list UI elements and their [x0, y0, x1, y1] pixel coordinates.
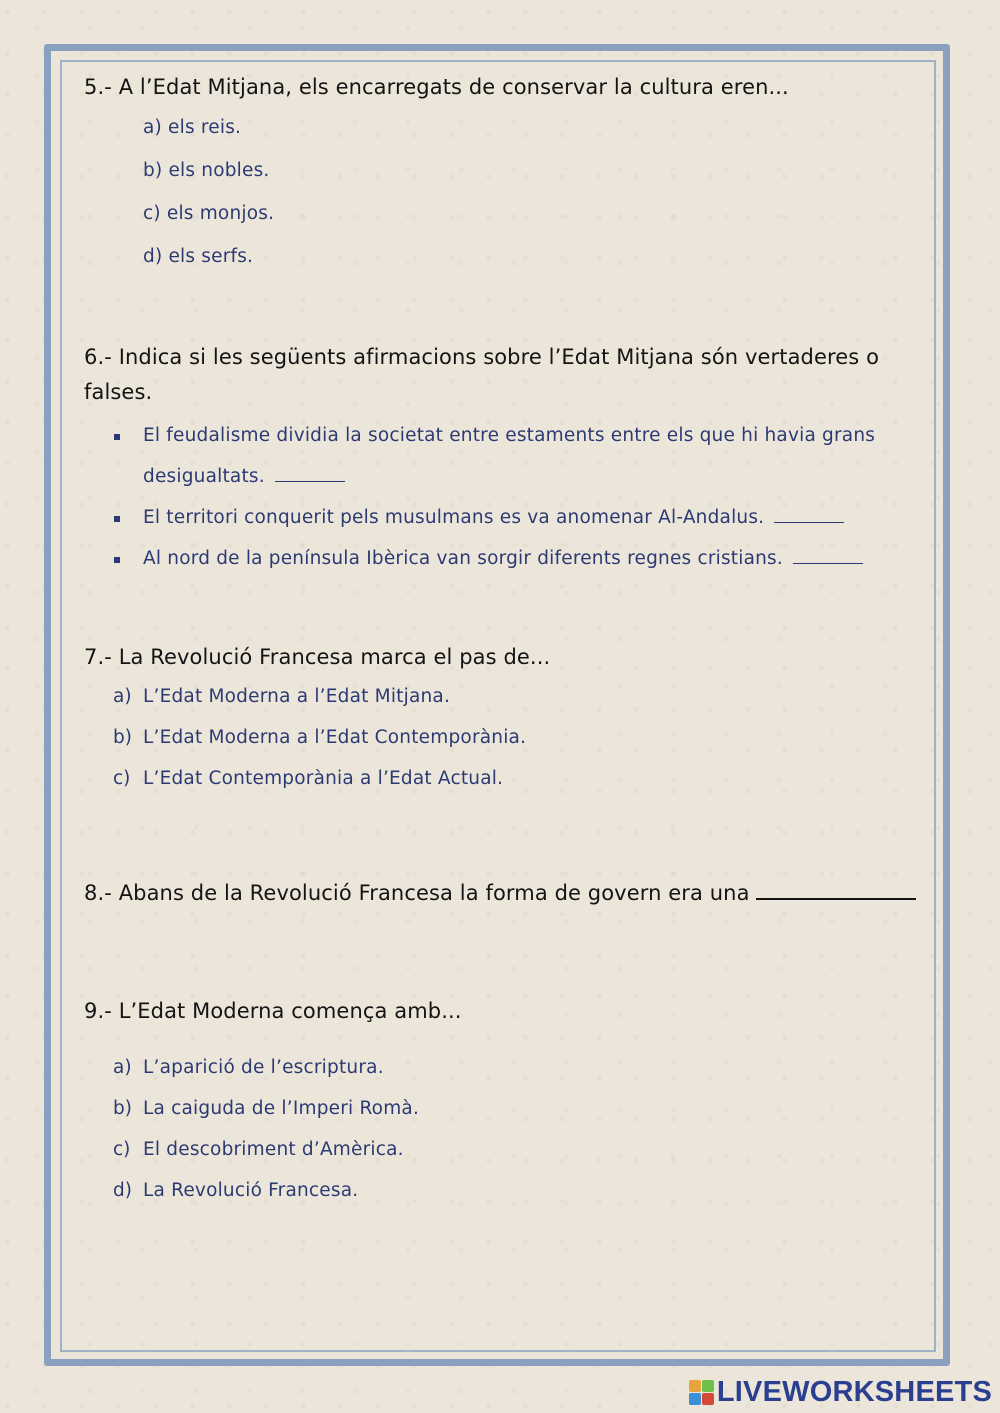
- q6-statement-1-text: desigualtats.: [143, 466, 265, 487]
- question-6-line-1: 6.- Indica si les següents afirmacions sobre l’Edat Mitjana són vertaderes o: [84, 345, 880, 369]
- q9-option-d[interactable]: La Revolució Francesa.: [143, 1180, 359, 1201]
- q6-statement-1-line-1: El feudalisme dividia la societat entre estaments entre els que hi havia grans: [143, 425, 876, 446]
- bullet-icon: [114, 434, 120, 440]
- q5-option-c[interactable]: c) els monjos.: [143, 203, 275, 224]
- q6-statement-2-text: El territori conquerit pels musulmans es va anomenar Al-Andalus.: [143, 507, 765, 528]
- q9-option-a-marker: a): [113, 1057, 132, 1078]
- question-9: 9.- L’Edat Moderna comença amb...: [84, 999, 462, 1023]
- question-5: 5.- A l’Edat Mitjana, els encarregats de conservar la cultura eren...: [84, 75, 789, 99]
- q8-answer-blank[interactable]: [756, 898, 916, 900]
- q7-option-c-marker: c): [113, 768, 131, 789]
- q6-answer-blank-1[interactable]: [275, 481, 345, 482]
- q6-statement-3-text: Al nord de la península Ibèrica van sorgir diferents regnes cristians.: [143, 548, 783, 569]
- q7-option-a[interactable]: L’Edat Moderna a l’Edat Mitjana.: [143, 686, 451, 707]
- q7-option-b[interactable]: L’Edat Moderna a l’Edat Contemporània.: [143, 727, 527, 748]
- liveworksheets-logo[interactable]: [689, 1376, 992, 1409]
- q5-option-d[interactable]: d) els serfs.: [143, 246, 254, 267]
- q7-option-c[interactable]: L’Edat Contemporània a l’Edat Actual.: [143, 768, 504, 789]
- bullet-icon: [114, 557, 120, 563]
- q7-option-b-marker: b): [113, 727, 132, 748]
- bullet-icon: [114, 516, 120, 522]
- question-6-line-2: falses.: [84, 380, 153, 404]
- q6-answer-blank-2[interactable]: [774, 522, 844, 523]
- q9-option-b-marker: b): [113, 1098, 132, 1119]
- question-8: [84, 876, 916, 911]
- q6-answer-blank-3[interactable]: [793, 563, 863, 564]
- q9-option-c-marker: c): [113, 1139, 131, 1160]
- q7-option-a-marker: a): [113, 686, 132, 707]
- q9-option-a[interactable]: L’aparició de l’escriptura.: [143, 1057, 384, 1078]
- liveworksheets-logo-text: LIVEWORKSHEETS: [716, 1376, 992, 1408]
- q5-option-a[interactable]: a) els reis.: [143, 117, 242, 138]
- question-7: 7.- La Revolució Francesa marca el pas de...: [84, 645, 551, 669]
- q5-option-b[interactable]: b) els nobles.: [143, 160, 270, 181]
- q6-statement-1-line-2: [143, 466, 345, 487]
- q9-option-b[interactable]: La caiguda de l’Imperi Romà.: [143, 1098, 420, 1119]
- question-8-text: 8.- Abans de la Revolució Francesa la forma de govern era una: [84, 881, 750, 905]
- liveworksheets-logo-icon: [689, 1380, 715, 1406]
- q9-option-c[interactable]: El descobriment d’Amèrica.: [143, 1139, 404, 1160]
- q9-option-d-marker: d): [113, 1180, 132, 1201]
- q6-statement-2: [143, 507, 844, 528]
- q6-statement-3: [143, 548, 863, 569]
